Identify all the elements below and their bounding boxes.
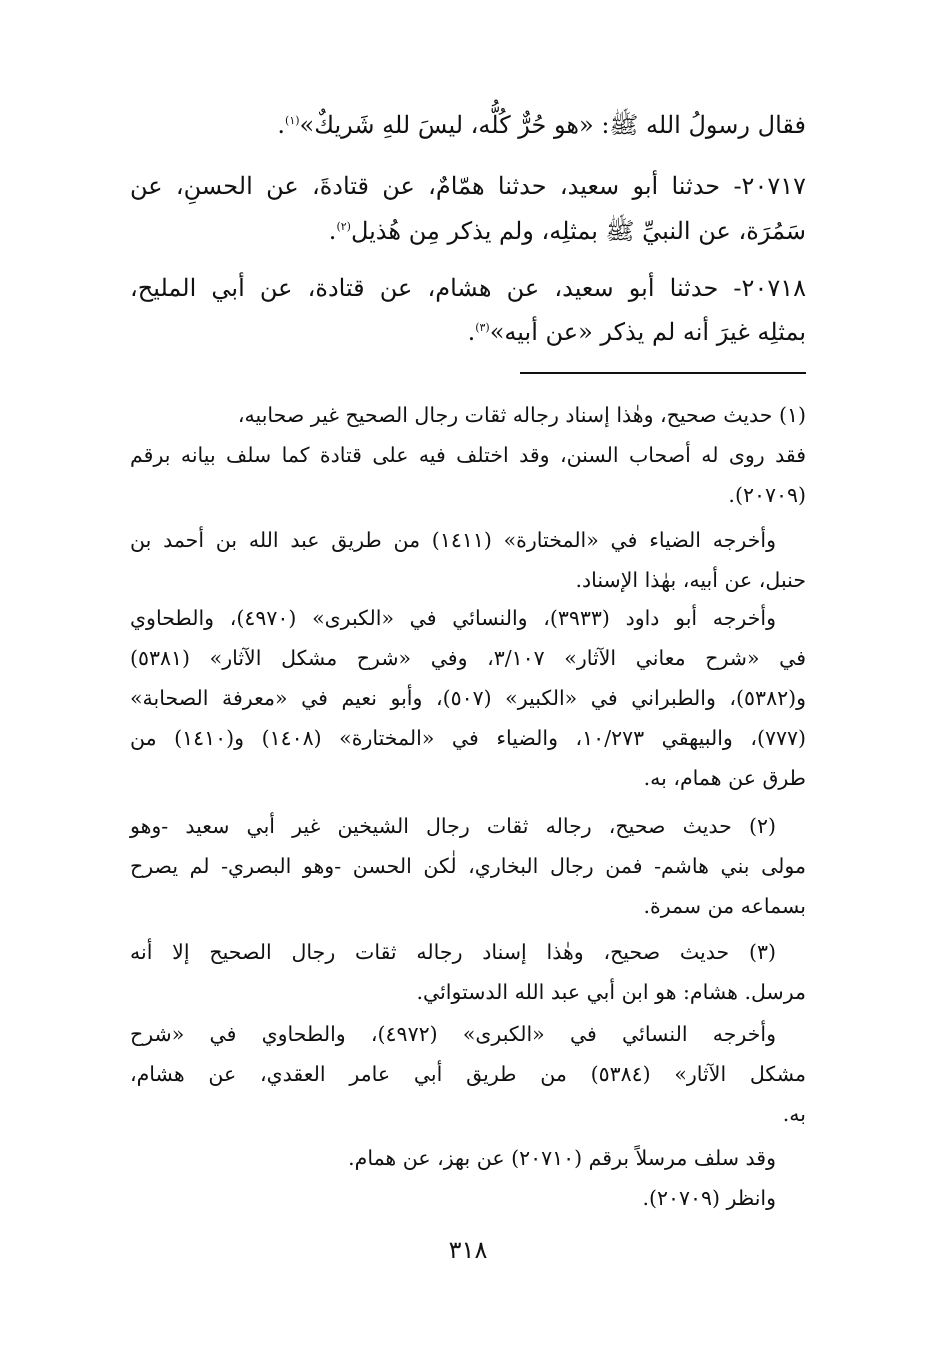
footnote-1-line: (٢٠٧٠٩). xyxy=(728,483,806,507)
footnote-ref: (٢) xyxy=(336,220,351,233)
footnote-1-line: وأخرجه الضياء في «المختارة» (١٤١١) من طريق عبد الله بن أحمد بن xyxy=(130,528,776,552)
footnote-3-line: وقد سلف مرسلاً برقم (٢٠٧١٠) عن بهز، عن همام. xyxy=(348,1146,776,1170)
footnote-1-line: في «شرح معاني الآثار» ٣/١٠٧، وفي «شرح مشكل الآثار» (٥٣٨١) xyxy=(130,646,806,670)
page-number: ٣١٨ xyxy=(448,1236,488,1264)
footnote-ref: (٣) xyxy=(475,321,490,334)
footnote-3-line: به. xyxy=(782,1102,806,1126)
hadith-20718-line1: ٢٠٧١٨- حدثنا أبو سعيد، عن هشام، عن قتادة، عن أبي المليح، xyxy=(130,274,806,302)
footnote-1-line: حنبل، عن أبيه، بهٰذا الإسناد. xyxy=(575,568,806,592)
footnote-1-line: و(٥٣٨٢)، والطبراني في «الكبير» (٥٠٧)، وأبو نعيم في «معرفة الصحابة» xyxy=(130,686,806,710)
footnote-2-line: (٢) حديث صحيح، رجاله ثقات رجال الشيخين غير أبي سعيد -وهو xyxy=(130,814,776,838)
hadith-20717-line1: ٢٠٧١٧- حدثنا أبو سعيد، حدثنا همّامٌ، عن قتادةَ، عن الحسنِ، عن xyxy=(130,172,806,200)
hadith-20717-line2: سَمُرَة، عن النبيِّ ﷺ بمثلِه، ولم يذكر مِن هُذيل$^{(٢)}$. xyxy=(328,217,806,245)
footnote-1-line: (١) حديث صحيح، وهٰذا إسناد رجاله ثقات رجال الصحيح غير صحابيه، xyxy=(237,403,806,427)
footnote-separator xyxy=(520,372,806,374)
hadith-line: فقال رسولُ الله ﷺ: «هو حُرٌّ كُلُّه، ليسَ للهِ شَريكٌ»$^{(١)}$. xyxy=(277,111,806,139)
footnote-1-line: وأخرجه أبو داود (٣٩٣٣)، والنسائي في «الكبرى» (٤٩٧٠)، والطحاوي xyxy=(130,606,777,630)
footnote-3-line: وانظر (٢٠٧٠٩). xyxy=(642,1186,776,1210)
footnote-2-line: مولى بني هاشم- فمن رجال البخاري، لٰكن الحسن -وهو البصري- لم يصرح xyxy=(130,854,806,878)
footnote-3-line: مشكل الآثار» (٥٣٨٤) من طريق أبي عامر العقدي، عن هشام، xyxy=(130,1062,806,1086)
footnote-1-line: فقد روى له أصحاب السنن، وقد اختلف فيه على قتادة كما سلف بيانه برقم xyxy=(130,443,806,467)
footnote-1-line: طرق عن همام، به. xyxy=(643,766,806,790)
footnote-3-line: مرسل. هشام: هو ابن أبي عبد الله الدستوائي. xyxy=(416,980,806,1004)
footnote-1-line: (٧٧٧)، والبيهقي ١٠/٢٧٣، والضياء في «المختارة» (١٤٠٨) و(١٤١٠) من xyxy=(130,726,806,750)
hadith-20718-line2: بمثلِه غيرَ أنه لم يذكر «عن أبيه»$^{(٣)}$. xyxy=(467,318,806,346)
footnote-ref: (١) xyxy=(285,114,300,127)
footnote-3-line: وأخرجه النسائي في «الكبرى» (٤٩٧٢)، والطحاوي في «شرح xyxy=(130,1022,776,1046)
footnote-3-line: (٣) حديث صحيح، وهٰذا إسناد رجاله ثقات رجال الصحيح إلا أنه xyxy=(130,940,776,964)
footnote-2-line: بسماعه من سمرة. xyxy=(643,894,806,918)
